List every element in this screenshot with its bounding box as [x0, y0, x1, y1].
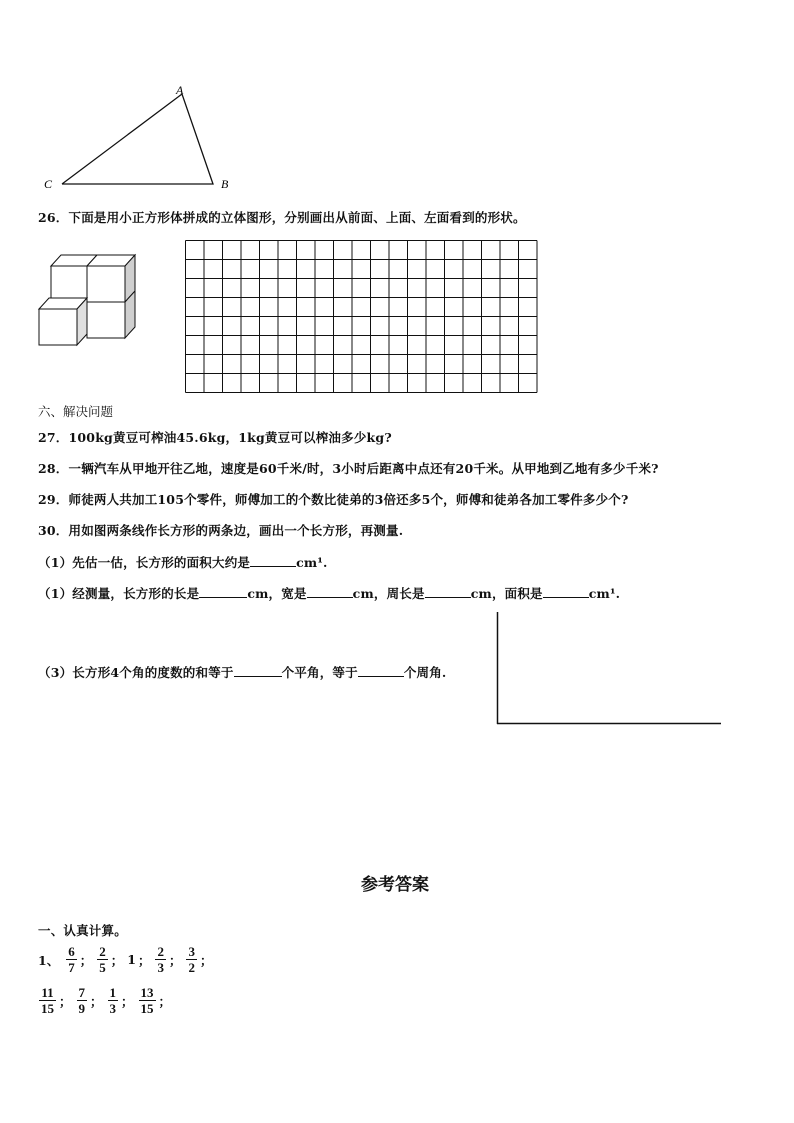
triangle-figure: [40, 84, 240, 196]
part3-text-c: 个周角.: [403, 665, 447, 680]
cube-bottom-left-front: [39, 309, 77, 345]
part2-blank-area[interactable]: [543, 585, 589, 598]
part1-text-b: cm¹.: [296, 555, 328, 570]
answer-line-1: 1、 $\frac{6}{7}$ ； $\frac{2}{5}$ ； 1 ； $\frac{2}{3}$ ； $\frac{3}{2}$ ；: [38, 944, 213, 975]
rectangle-sides-figure: [494, 612, 726, 728]
answer-fraction: $\frac{11}{15}$: [41, 985, 54, 1016]
answer-fraction: $\frac{13}{15}$: [140, 985, 154, 1016]
part2-text-b: cm，宽是: [247, 586, 307, 601]
question-28: 28．一辆汽车从甲地开往乙地，速度是60千米/时，3小时后距离中点还有20千米。从甲地到乙地有多少千米?: [38, 461, 659, 476]
part1-text-a: （1）先估一估，长方形的面积大约是: [38, 555, 251, 570]
part3-blank-straight[interactable]: [234, 664, 282, 677]
answer-fraction: $\frac{2}{5}$: [99, 944, 106, 975]
answers-section-1: 一、认真计算。: [38, 923, 127, 938]
answers-title: 参考答案: [361, 875, 429, 895]
part1-blank-area[interactable]: [250, 554, 296, 567]
part2-blank-length[interactable]: [199, 585, 247, 598]
part3-blank-round[interactable]: [358, 664, 404, 677]
section-6-title: 六、解决问题: [38, 404, 114, 419]
part2-blank-perimeter[interactable]: [425, 585, 471, 598]
cube-bottom-right-front: [87, 302, 125, 338]
question-29: 29．师徒两人共加工105个零件，师傅加工的个数比徒弟的3倍还多5个，师傅和徒弟各加工零件多少个?: [38, 492, 629, 507]
part3-text-b: 个平角，等于: [281, 665, 358, 680]
vertex-label-c: C: [44, 177, 53, 191]
answer-integer: 1: [127, 952, 136, 967]
vertex-label-a: A: [176, 84, 184, 97]
answer-line-2: $\frac{11}{15}$ ； $\frac{7}{9}$ ； $\frac{1}{3}$ ； $\frac{13}{15}$ ；: [41, 985, 172, 1016]
cube-top-left-front: [51, 266, 87, 302]
answer-fraction: $\frac{3}{2}$: [188, 944, 195, 975]
cubes-figure: [36, 248, 146, 348]
question-26: 26．下面是用小正方形体拼成的立体图形，分别画出从前面、上面、左面看到的形状。: [38, 210, 526, 225]
question-30-part-3: [38, 663, 446, 681]
question-30-part-1: [38, 553, 328, 571]
part2-blank-width[interactable]: [307, 585, 353, 598]
answer-fraction: $\frac{6}{7}$: [68, 944, 75, 975]
part2-text-a: （1）经测量，长方形的长是: [38, 586, 200, 601]
part2-text-d: cm，面积是: [470, 586, 543, 601]
vertex-label-b: B: [221, 177, 229, 191]
answer-fraction: $\frac{2}{3}$: [157, 944, 164, 975]
part2-text-c: cm，周长是: [352, 586, 425, 601]
answer-fraction: $\frac{7}{9}$: [78, 985, 86, 1016]
triangle-shape: [62, 94, 213, 184]
drawing-grid: [184, 239, 538, 393]
question-30-part-2: [38, 584, 620, 602]
question-30: 30．用如图两条线作长方形的两条边，画出一个长方形，再测量.: [38, 523, 404, 538]
answer-line-1-prefix: 1、: [38, 952, 60, 968]
answer-fraction: $\frac{1}{3}$: [109, 985, 117, 1016]
part3-text-a: （3）长方形4个角的度数的和等于: [38, 665, 234, 680]
question-27: 27．100kg黄豆可榨油45.6kg，1kg黄豆可以榨油多少kg?: [38, 430, 392, 445]
cube-top-right-front: [87, 266, 125, 302]
part2-text-e: cm¹.: [588, 586, 621, 601]
